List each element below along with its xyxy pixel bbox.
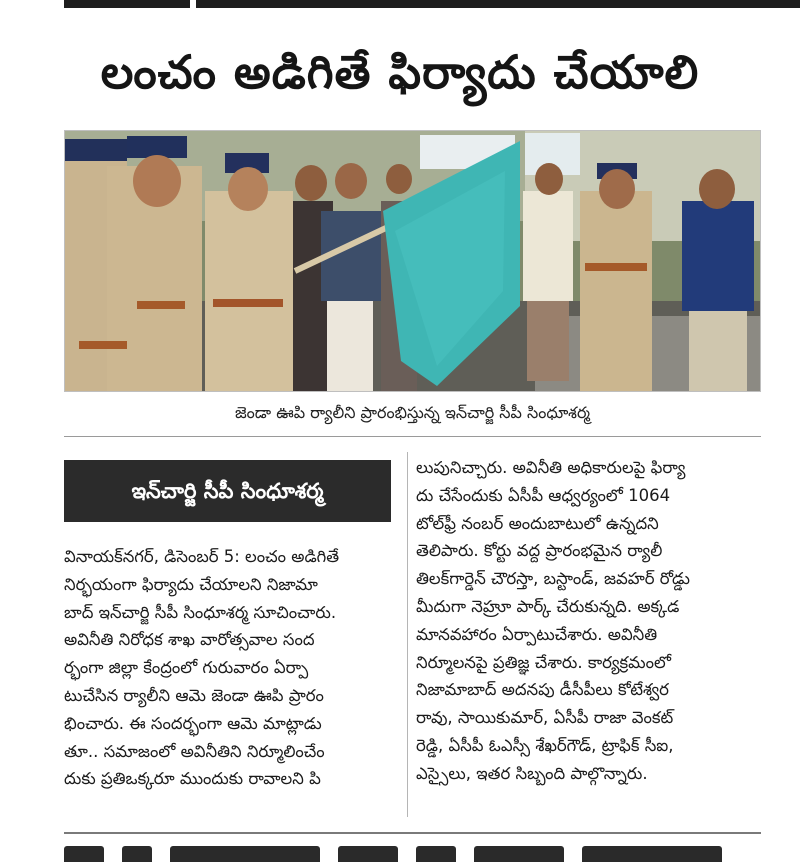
top-rule-gap [190, 0, 196, 8]
text-line: ర్భంగా జిల్లా కేంద్రంలో గురువారం ఏర్పా [64, 658, 309, 678]
photo-caption: జెండా ఊపి ర్యాలీని ప్రారంభిస్తున్న ఇన్‌చార్జి సీపీ సింధూశర్మ [234, 403, 590, 422]
top-rule [64, 0, 800, 8]
text-line: తెలిపారు. కోర్టు వద్ద ప్రారంభమైన ర్యాలీ [416, 541, 663, 561]
text-line: టుచేసిన ర్యాలీని ఆమె జెండా ఊపి ప్రారం [64, 685, 324, 705]
news-photo [64, 130, 761, 392]
text-line: లుపునిచ్చారు. అవినీతి అధికారులపై ఫిర్యా [416, 458, 686, 477]
headline: లంచం అడిగితే ఫిర్యాదు చేయాలి [100, 45, 700, 99]
column-divider [407, 452, 408, 817]
text-line: అవినీతి నిరోధక శాఖ వారోత్సవాల సంద [64, 630, 315, 650]
text-line: భించారు. ఈ సందర్భంగా ఆమె మాట్లాడు [64, 713, 322, 733]
text-line: నిర్మూలనపై ప్రతిజ్ఞ చేశారు. కార్యక్రమంలో [416, 652, 671, 672]
photo-flag-off-ceremony-icon [65, 131, 761, 392]
text-line: దుకు ప్రతిఒక్కరూ ముందుకు రావాలని పి [64, 769, 321, 789]
text-line: రావు, సాయికుమార్, ఏసీపీ రాజా వెంకట్ [416, 708, 674, 728]
text-line: దు చేసేందుకు ఏసీపీ ఆధ్వర్యంలో 1064 [416, 485, 671, 505]
text-line: బాద్ ఇన్‌చార్జి సీపీ సింధూశర్మ సూచించారు. [64, 602, 337, 622]
text-line: రెడ్డి, ఏసీపీ ఓఎస్సీ శేఖర్‌గౌడ్, ట్రాఫిక్ సీఐ, [416, 735, 674, 755]
subhead-byline: ఇన్‌చార్జి సీపీ సింధూశర్మ [64, 460, 391, 522]
text-line: ఎస్సైలు, ఇతర సిబ్బంది పాల్గొన్నారు. [416, 763, 648, 783]
text-line: నిజామాబాద్ అదనపు డీసీపీలు కోటేశ్వర [416, 680, 669, 700]
text-line: నిర్భయంగా ఫిర్యాదు చేయాలని నిజామా [64, 574, 318, 594]
text-line: టోల్‌ఫ్రీ నంబర్ అందుబాటులో ఉన్నదని [416, 513, 659, 533]
caption-divider [64, 436, 761, 437]
text-line: మీదుగా నెహ్రూ పార్క్ చేరుకున్నది. అక్కడ [416, 596, 680, 616]
next-article-cutoff [64, 846, 761, 862]
text-line: మానవహారం ఏర్పాటుచేశారు. అవినీతి [416, 624, 658, 644]
article-left-column [64, 543, 394, 793]
text-line: వినాయక్‌నగర్, డిసెంబర్ 5: లంచం అడిగితే [64, 547, 340, 566]
article-right-column [416, 454, 764, 788]
text-line: తిలక్‌గార్డెన్ చౌరస్తా, బస్టాండ్, జవహర్ రోడ్డు [416, 569, 690, 589]
bottom-rule [64, 832, 761, 834]
text-line: తూ.. సమాజంలో అవినీతిని నిర్మూలించేం [64, 741, 325, 761]
